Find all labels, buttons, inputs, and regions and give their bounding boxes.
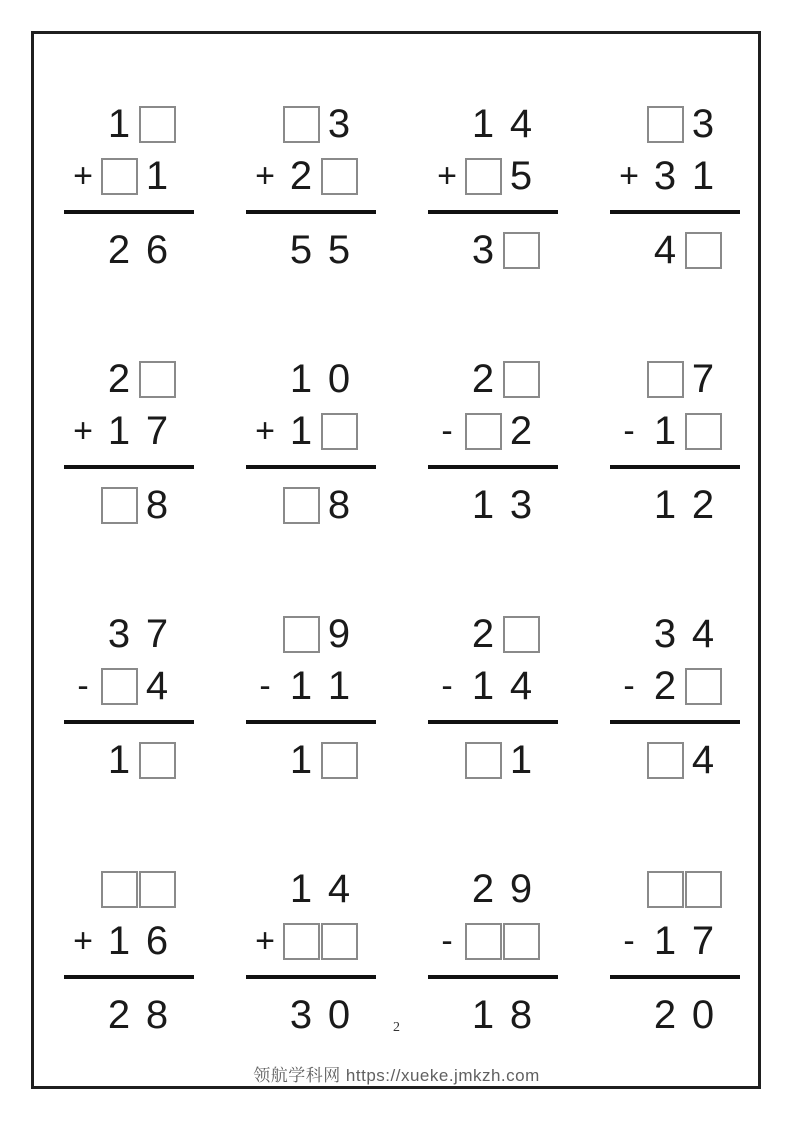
ones-digit: 0: [327, 993, 351, 1037]
top-operand-row: [428, 98, 558, 150]
ones-digit: 4: [691, 612, 715, 656]
ones-blank-box[interactable]: [685, 871, 722, 908]
ones-digit: 3: [327, 102, 351, 146]
top-operand-row: [428, 863, 558, 915]
tens-digit: 1: [653, 483, 677, 527]
ones-blank-box[interactable]: [321, 158, 358, 195]
tens-blank-box[interactable]: [647, 106, 684, 143]
top-operand-row: [428, 608, 558, 660]
ones-digit: 8: [509, 993, 533, 1037]
top-operand-row: [610, 98, 740, 150]
problem-6: [246, 353, 376, 608]
top-operand-row: [610, 863, 740, 915]
tens-blank-box[interactable]: [101, 668, 138, 705]
ones-blank-box[interactable]: [503, 616, 540, 653]
answer-line: [610, 210, 740, 214]
ones-digit: 8: [327, 483, 351, 527]
answer-row: [246, 734, 376, 786]
answer-line: [428, 975, 558, 979]
tens-blank-cell: [282, 915, 320, 967]
answer-line: [64, 975, 194, 979]
minus-operator: -: [441, 667, 453, 705]
problem-12: [610, 608, 740, 863]
problem-3: [428, 98, 558, 353]
answer-line: [64, 210, 194, 214]
ones-digit: 8: [145, 483, 169, 527]
ones-blank-box[interactable]: [139, 106, 176, 143]
tens-blank-cell: [100, 479, 138, 531]
ones-digit: 4: [145, 664, 169, 708]
problem-7: [428, 353, 558, 608]
tens-blank-box[interactable]: [465, 413, 502, 450]
second-operand-row: [610, 915, 740, 967]
tens-digit: 2: [107, 357, 131, 401]
answer-line: [64, 720, 194, 724]
problem-9: [64, 608, 194, 863]
tens-digit: 1: [107, 409, 131, 453]
second-operand-row: [428, 660, 558, 712]
ones-digit: 3: [509, 483, 533, 527]
tens-blank-box[interactable]: [465, 923, 502, 960]
tens-blank-box[interactable]: [647, 361, 684, 398]
ones-digit: 0: [691, 993, 715, 1037]
tens-blank-cell: [282, 608, 320, 660]
tens-digit: 2: [107, 228, 131, 272]
top-operand-row: [64, 608, 194, 660]
ones-digit: 6: [145, 228, 169, 272]
tens-digit: 3: [107, 612, 131, 656]
plus-operator: +: [255, 922, 275, 960]
minus-operator: -: [259, 667, 271, 705]
problem-2: [246, 98, 376, 353]
ones-digit: 4: [509, 664, 533, 708]
ones-digit: 1: [509, 738, 533, 782]
second-operand-row: [610, 405, 740, 457]
ones-blank-cell: [320, 734, 358, 786]
ones-blank-box[interactable]: [503, 923, 540, 960]
tens-digit: 1: [289, 664, 313, 708]
second-operand-row: [610, 660, 740, 712]
second-operand-row: [64, 150, 194, 202]
tens-blank-box[interactable]: [283, 616, 320, 653]
ones-blank-cell: [320, 150, 358, 202]
answer-row: [610, 479, 740, 531]
tens-blank-box[interactable]: [283, 487, 320, 524]
tens-blank-box[interactable]: [647, 871, 684, 908]
answer-line: [246, 720, 376, 724]
answer-row: [64, 224, 194, 276]
second-operand-row: [246, 405, 376, 457]
tens-blank-cell: [464, 150, 502, 202]
ones-blank-box[interactable]: [685, 668, 722, 705]
tens-digit: 1: [107, 919, 131, 963]
answer-line: [428, 720, 558, 724]
top-operand-row: [64, 353, 194, 405]
answer-row: [64, 734, 194, 786]
top-operand-row: [428, 353, 558, 405]
answer-row: [610, 734, 740, 786]
ones-blank-cell: [502, 224, 540, 276]
answer-row: [246, 479, 376, 531]
tens-digit: 5: [289, 228, 313, 272]
ones-digit: 1: [145, 154, 169, 198]
ones-digit: 3: [691, 102, 715, 146]
tens-blank-cell: [646, 734, 684, 786]
tens-blank-box[interactable]: [465, 742, 502, 779]
answer-row: [246, 224, 376, 276]
ones-blank-cell: [684, 224, 722, 276]
ones-blank-cell: [320, 405, 358, 457]
ones-blank-cell: [502, 353, 540, 405]
ones-digit: 2: [691, 483, 715, 527]
ones-digit: 7: [691, 919, 715, 963]
second-operand-row: [610, 150, 740, 202]
tens-digit: 2: [653, 993, 677, 1037]
tens-blank-cell: [464, 405, 502, 457]
top-operand-row: [610, 353, 740, 405]
answer-line: [610, 465, 740, 469]
problem-4: [610, 98, 740, 353]
minus-operator: -: [623, 667, 635, 705]
plus-operator: +: [73, 412, 93, 450]
ones-blank-box[interactable]: [685, 232, 722, 269]
tens-blank-cell: [464, 915, 502, 967]
ones-blank-cell: [502, 915, 540, 967]
tens-digit: 1: [107, 738, 131, 782]
tens-digit: 3: [653, 612, 677, 656]
top-operand-row: [610, 608, 740, 660]
ones-digit: 1: [691, 154, 715, 198]
ones-blank-box[interactable]: [321, 923, 358, 960]
tens-blank-box[interactable]: [101, 487, 138, 524]
answer-row: [428, 734, 558, 786]
watermark: 领航学科网 https://xueke.jmkzh.com: [253, 1066, 540, 1085]
problem-5: [64, 353, 194, 608]
problem-8: [610, 353, 740, 608]
tens-digit: 1: [289, 738, 313, 782]
plus-operator: +: [255, 412, 275, 450]
ones-digit: 7: [145, 409, 169, 453]
second-operand-row: [64, 660, 194, 712]
answer-line: [246, 210, 376, 214]
problems-grid: [34, 34, 758, 1118]
answer-row: [428, 224, 558, 276]
tens-blank-cell: [282, 98, 320, 150]
ones-blank-box[interactable]: [685, 413, 722, 450]
ones-blank-cell: [320, 915, 358, 967]
top-operand-row: [246, 608, 376, 660]
problem-1: [64, 98, 194, 353]
ones-digit: 9: [509, 867, 533, 911]
minus-operator: -: [441, 922, 453, 960]
ones-digit: 9: [327, 612, 351, 656]
tens-digit: 2: [471, 867, 495, 911]
ones-blank-cell: [502, 608, 540, 660]
answer-line: [64, 465, 194, 469]
ones-blank-box[interactable]: [321, 742, 358, 779]
tens-digit: 2: [471, 357, 495, 401]
ones-digit: 8: [145, 993, 169, 1037]
ones-digit: 5: [327, 228, 351, 272]
tens-blank-cell: [646, 353, 684, 405]
tens-digit: 1: [289, 409, 313, 453]
answer-line: [428, 210, 558, 214]
tens-digit: 3: [289, 993, 313, 1037]
second-operand-row: [64, 405, 194, 457]
answer-line: [246, 975, 376, 979]
tens-digit: 2: [653, 664, 677, 708]
ones-digit: 4: [327, 867, 351, 911]
tens-blank-cell: [100, 660, 138, 712]
answer-line: [610, 975, 740, 979]
ones-digit: 7: [691, 357, 715, 401]
minus-operator: -: [77, 667, 89, 705]
answer-line: [246, 465, 376, 469]
tens-blank-cell: [646, 863, 684, 915]
tens-blank-box[interactable]: [101, 158, 138, 195]
second-operand-row: [64, 915, 194, 967]
tens-blank-box[interactable]: [101, 871, 138, 908]
tens-blank-box[interactable]: [647, 742, 684, 779]
answer-row: [610, 224, 740, 276]
ones-blank-cell: [684, 660, 722, 712]
answer-row: [64, 479, 194, 531]
plus-operator: +: [255, 157, 275, 195]
minus-operator: -: [623, 412, 635, 450]
tens-digit: 2: [289, 154, 313, 198]
tens-digit: 1: [653, 919, 677, 963]
tens-digit: 1: [471, 483, 495, 527]
tens-blank-box[interactable]: [465, 158, 502, 195]
ones-digit: 2: [509, 409, 533, 453]
tens-digit: 3: [471, 228, 495, 272]
ones-blank-box[interactable]: [321, 413, 358, 450]
tens-digit: 2: [107, 993, 131, 1037]
second-operand-row: [428, 150, 558, 202]
plus-operator: +: [73, 922, 93, 960]
tens-digit: 1: [289, 357, 313, 401]
ones-blank-cell: [138, 734, 176, 786]
tens-digit: 4: [653, 228, 677, 272]
ones-blank-cell: [684, 405, 722, 457]
ones-digit: 7: [145, 612, 169, 656]
ones-blank-box[interactable]: [139, 361, 176, 398]
ones-blank-box[interactable]: [503, 361, 540, 398]
ones-blank-box[interactable]: [139, 871, 176, 908]
tens-digit: 2: [471, 612, 495, 656]
tens-digit: 1: [471, 664, 495, 708]
second-operand-row: [428, 915, 558, 967]
plus-operator: +: [437, 157, 457, 195]
tens-digit: 1: [107, 102, 131, 146]
ones-digit: 1: [327, 664, 351, 708]
tens-blank-box[interactable]: [283, 923, 320, 960]
ones-digit: 0: [327, 357, 351, 401]
page-number: 2: [393, 1020, 400, 1035]
ones-blank-cell: [138, 98, 176, 150]
answer-line: [610, 720, 740, 724]
ones-blank-box[interactable]: [139, 742, 176, 779]
minus-operator: -: [441, 412, 453, 450]
problem-11: [428, 608, 558, 863]
page-border-frame: [31, 31, 761, 1089]
answer-line: [428, 465, 558, 469]
problem-10: [246, 608, 376, 863]
tens-blank-cell: [100, 150, 138, 202]
tens-blank-cell: [646, 98, 684, 150]
ones-blank-box[interactable]: [503, 232, 540, 269]
plus-operator: +: [73, 157, 93, 195]
top-operand-row: [246, 98, 376, 150]
tens-blank-cell: [464, 734, 502, 786]
tens-blank-cell: [282, 479, 320, 531]
ones-digit: 4: [509, 102, 533, 146]
second-operand-row: [246, 660, 376, 712]
second-operand-row: [246, 915, 376, 967]
top-operand-row: [246, 353, 376, 405]
plus-operator: +: [619, 157, 639, 195]
tens-blank-cell: [100, 863, 138, 915]
tens-digit: 3: [653, 154, 677, 198]
top-operand-row: [64, 863, 194, 915]
top-operand-row: [246, 863, 376, 915]
tens-digit: 1: [471, 993, 495, 1037]
top-operand-row: [64, 98, 194, 150]
tens-digit: 1: [289, 867, 313, 911]
ones-blank-cell: [684, 863, 722, 915]
ones-blank-cell: [138, 353, 176, 405]
tens-digit: 1: [653, 409, 677, 453]
minus-operator: -: [623, 922, 635, 960]
ones-blank-cell: [138, 863, 176, 915]
ones-digit: 6: [145, 919, 169, 963]
second-operand-row: [428, 405, 558, 457]
ones-digit: 4: [691, 738, 715, 782]
answer-row: [428, 479, 558, 531]
tens-blank-box[interactable]: [283, 106, 320, 143]
second-operand-row: [246, 150, 376, 202]
ones-digit: 5: [509, 154, 533, 198]
tens-digit: 1: [471, 102, 495, 146]
